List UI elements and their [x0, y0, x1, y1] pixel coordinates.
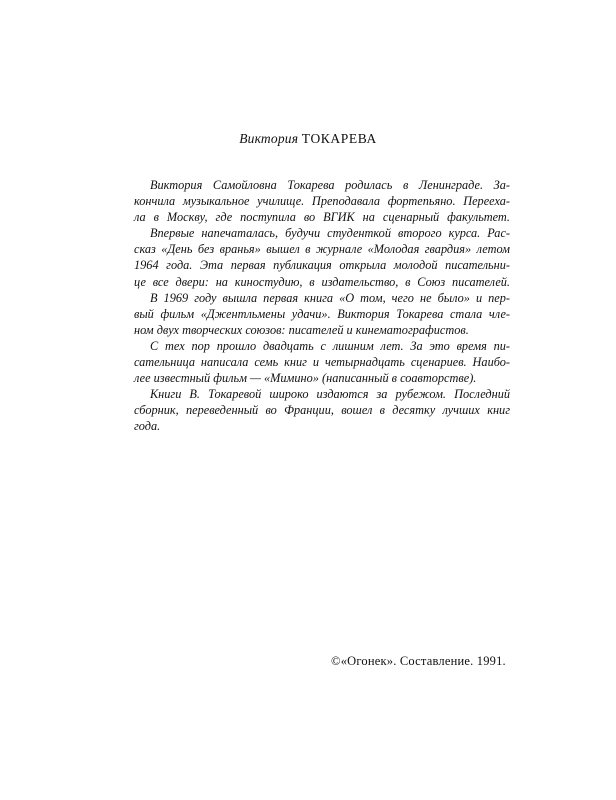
bio-line: Книги В. Токаревой широко издаются за рубежом. Последний — [150, 387, 510, 402]
bio-line: года. — [134, 419, 161, 434]
author-heading — [0, 131, 616, 147]
bio-line: ла в Москву, где поступила во ВГИК на сценарный факультет. — [134, 210, 510, 225]
author-family-name: ТОКАРЕВА — [301, 131, 377, 146]
bio-line: вый фильм «Джентльмены удачи». Виктория Токарева стала чле- — [134, 306, 510, 321]
bio-line: це все двери: на киностудию, в издательство, в Союз писателей. — [134, 274, 510, 289]
bio-line: 1964 года. Эта первая публикация открыла молодой писательни- — [134, 258, 510, 273]
author-given-name: Виктория — [239, 131, 299, 146]
author-biography — [134, 177, 510, 435]
bio-line: кончила музыкальное училище. Преподавала фортепьяно. Перееха- — [134, 194, 510, 209]
copyright-notice: ©«Огонек». Составление. 1991. — [331, 654, 506, 668]
bio-line: В 1969 году вышла первая книга «О том, чего не было» и пер- — [150, 290, 510, 305]
bio-line: лее известный фильм — «Мимино» (написанный в соавторстве). — [134, 371, 477, 386]
bio-line: ном двух творческих союзов: писателей и кинематографистов. — [134, 322, 469, 337]
bio-line: сборник, переведенный во Франции, вошел в десятку лучших книг — [134, 403, 510, 418]
bio-line: С тех пор прошло двадцать с лишним лет. За это время пи- — [150, 338, 510, 353]
bio-line: Впервые напечаталась, будучи студенткой второго курса. Рас- — [150, 226, 510, 241]
bio-line: Виктория Самойловна Токарева родилась в Ленинграде. За- — [150, 178, 510, 192]
bio-line: сательница написала семь книг и четырнадцать сценариев. Наибо- — [134, 355, 510, 370]
bio-line: сказ «День без вранья» вышел в журнале «Молодая гвардия» летом — [134, 242, 510, 257]
